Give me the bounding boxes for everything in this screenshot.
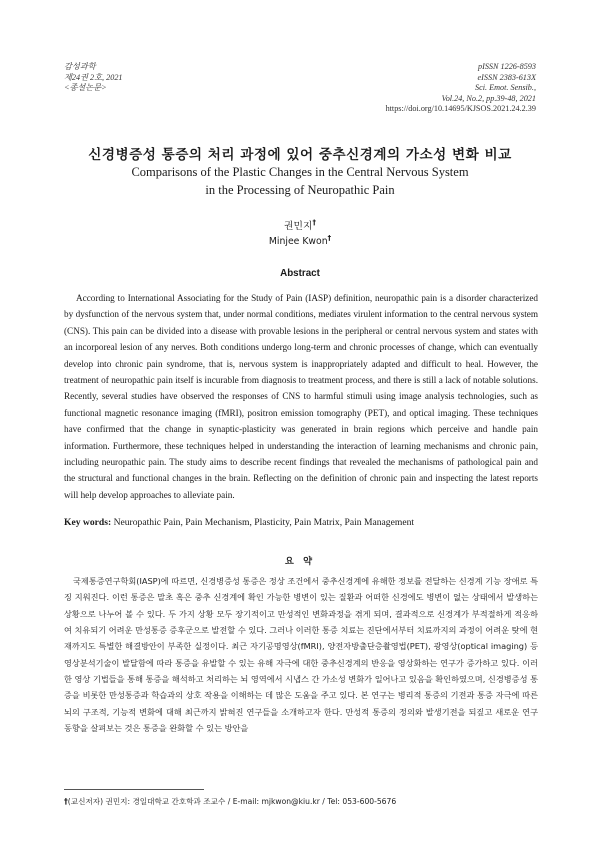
journal-abbrev: Sci. Emot. Sensib., bbox=[475, 83, 536, 93]
abstract-heading: Abstract bbox=[280, 268, 320, 279]
title-english-line2: in the Processing of Neuropathic Pain bbox=[205, 182, 395, 197]
eissn: eISSN 2383-613X bbox=[477, 72, 536, 82]
summary-text: 국제통증연구학회(IASP)에 따르면, 신경병증성 통증은 정상 조건에서 중추신경계에 유해한 정보를 전달하는 신경계 기능 장애로 특징 지워진다. 이런 통증은 말초 혹은 중추 신경계에 확인 가능한 병변이 있는 질환과 어떠한 신경에도 병변이 없는 상태에서 발생하는 상황으로 나누어 볼 수 있다. 두 가지 상황 모두 장기적이고 만성적인 변화과정을 겪게 되며, 결과적으로 신경계가 부적절하게 적응하여 치유되기 어려운 만성통증 증후군으로 발전할 수 있다. 그러나 이러한 통증 치료는 진단에서부터 치료까지의 과정이 어려운 탓에 현재까지도 특별한 해결방안이 부족한 실정이다. 최근 자기공명영상(fMRI), 양전자방출단층촬영법(PET), 광영상(optical imaging) 등 영상분석기술이 발달함에 따라 통증을 유발할 수 있는 유해 자극에 대한 중추신경계의 반응을 영상화하는 연구가 증가하고 있다. 이러한 영상 기법들을 통해 통증을 해석하고 처리하는 뇌 영역에서 시냅스 간 가소성 변화가 일어나고 있음을 확인하였으며, 신경병증성 통증을 비롯한 만성통증과 학습과의 상호 작용을 이해하는 데 많은 도움을 주고 있다. 본 연구는 병리적 통증의 기전과 통증 자극에 따른 뇌의 구조적, 기능적 변화에 대해 최근까지 밝혀진 연구들을 소개하고자 한다. 만성적 통증의 정의와 발생기전을 되짚고 새로운 연구 동향을 살펴보는 것은 통증을 완화할 수 있는 방안을 bbox=[64, 576, 538, 734]
keywords-text: Neuropathic Pain, Pain Mechanism, Plasticity, Pain Matrix, Pain Management bbox=[113, 517, 415, 528]
footnote-mark: † bbox=[64, 797, 68, 806]
author-name-korean: 권민지 bbox=[284, 221, 313, 232]
keywords-label: Key words: bbox=[64, 517, 112, 528]
footnote bbox=[64, 796, 538, 807]
article-type: <종설논문> bbox=[64, 83, 107, 93]
footnote-divider bbox=[64, 789, 204, 790]
author-english bbox=[0, 234, 600, 247]
corresponding-mark: † bbox=[312, 218, 316, 227]
footnote-text: (교신저자) 권민지: 경일대학교 간호학과 조교수 / E-mail: mjkwon@kiu.kr / Tel: 053-600-5676 bbox=[67, 797, 397, 806]
journal-name: 감성과학 bbox=[64, 62, 96, 71]
author-korean bbox=[0, 218, 600, 232]
journal-header-right bbox=[386, 62, 536, 115]
abstract-text: According to International Associating for the Study of Pain (IASP) definition, neuropathic pain is a disorder characterized by dysfunction of the nervous system that, under normal conditions, mediates virulent information to the central nervous system (CNS). This pain can be divided into a disease with provable lesions in the peripheral or central nervous system and states with an incorporeal lesion of any nerves. Both conditions undergo long-term and chronic processes of change, which can eventually develop into chronic pain syndrome, that is, nervous system is inappropriately adapted and difficult to heal. However, the treatment of neuropathic pain itself is incurable from diagnosis to treatment process, and there is still a lack of notable solutions. Recently, several studies have observed the responses of CNS to harmful stimuli using image analysis technologies, such as functional magnetic resonance imaging (fMRI), positron emission tomography (PET), and optical imaging. These techniques have confirmed that the change in synaptic-plasticity was generated in brain regions which perceive and handle pain information. Furthermore, these techniques helped in understanding the interaction of learning mechanisms and chronic pain, including neuropathic pain. The study aims to describe recent findings that revealed the mechanisms of pathological pain and the structural and functional changes in the brain. Reflecting on the definition of chronic pain and inspecting the latest reports will help develop approaches to alleviate pain. bbox=[64, 293, 538, 500]
corresponding-mark-en: † bbox=[327, 234, 332, 242]
journal-header-left bbox=[64, 62, 123, 94]
journal-volume: 제24권 2호, 2021 bbox=[64, 72, 123, 82]
doi-link[interactable]: https://doi.org/10.14695/KJSOS.2021.24.2.39 bbox=[385, 104, 536, 114]
title-english bbox=[0, 164, 600, 199]
summary-heading: 요 약 bbox=[284, 556, 316, 567]
keywords bbox=[64, 517, 538, 528]
title-english-line1: Comparisons of the Plastic Changes in the Central Nervous System bbox=[131, 165, 469, 179]
title-korean: 신경병증성 통증의 처리 과정에 있어 중추신경계의 가소성 변화 비교 bbox=[88, 147, 512, 163]
citation-info: Vol.24, No.2, pp.39-48, 2021 bbox=[441, 93, 536, 103]
pissn: pISSN 1226-8593 bbox=[478, 62, 536, 71]
author-name-english: Minjee Kwon bbox=[268, 236, 328, 248]
